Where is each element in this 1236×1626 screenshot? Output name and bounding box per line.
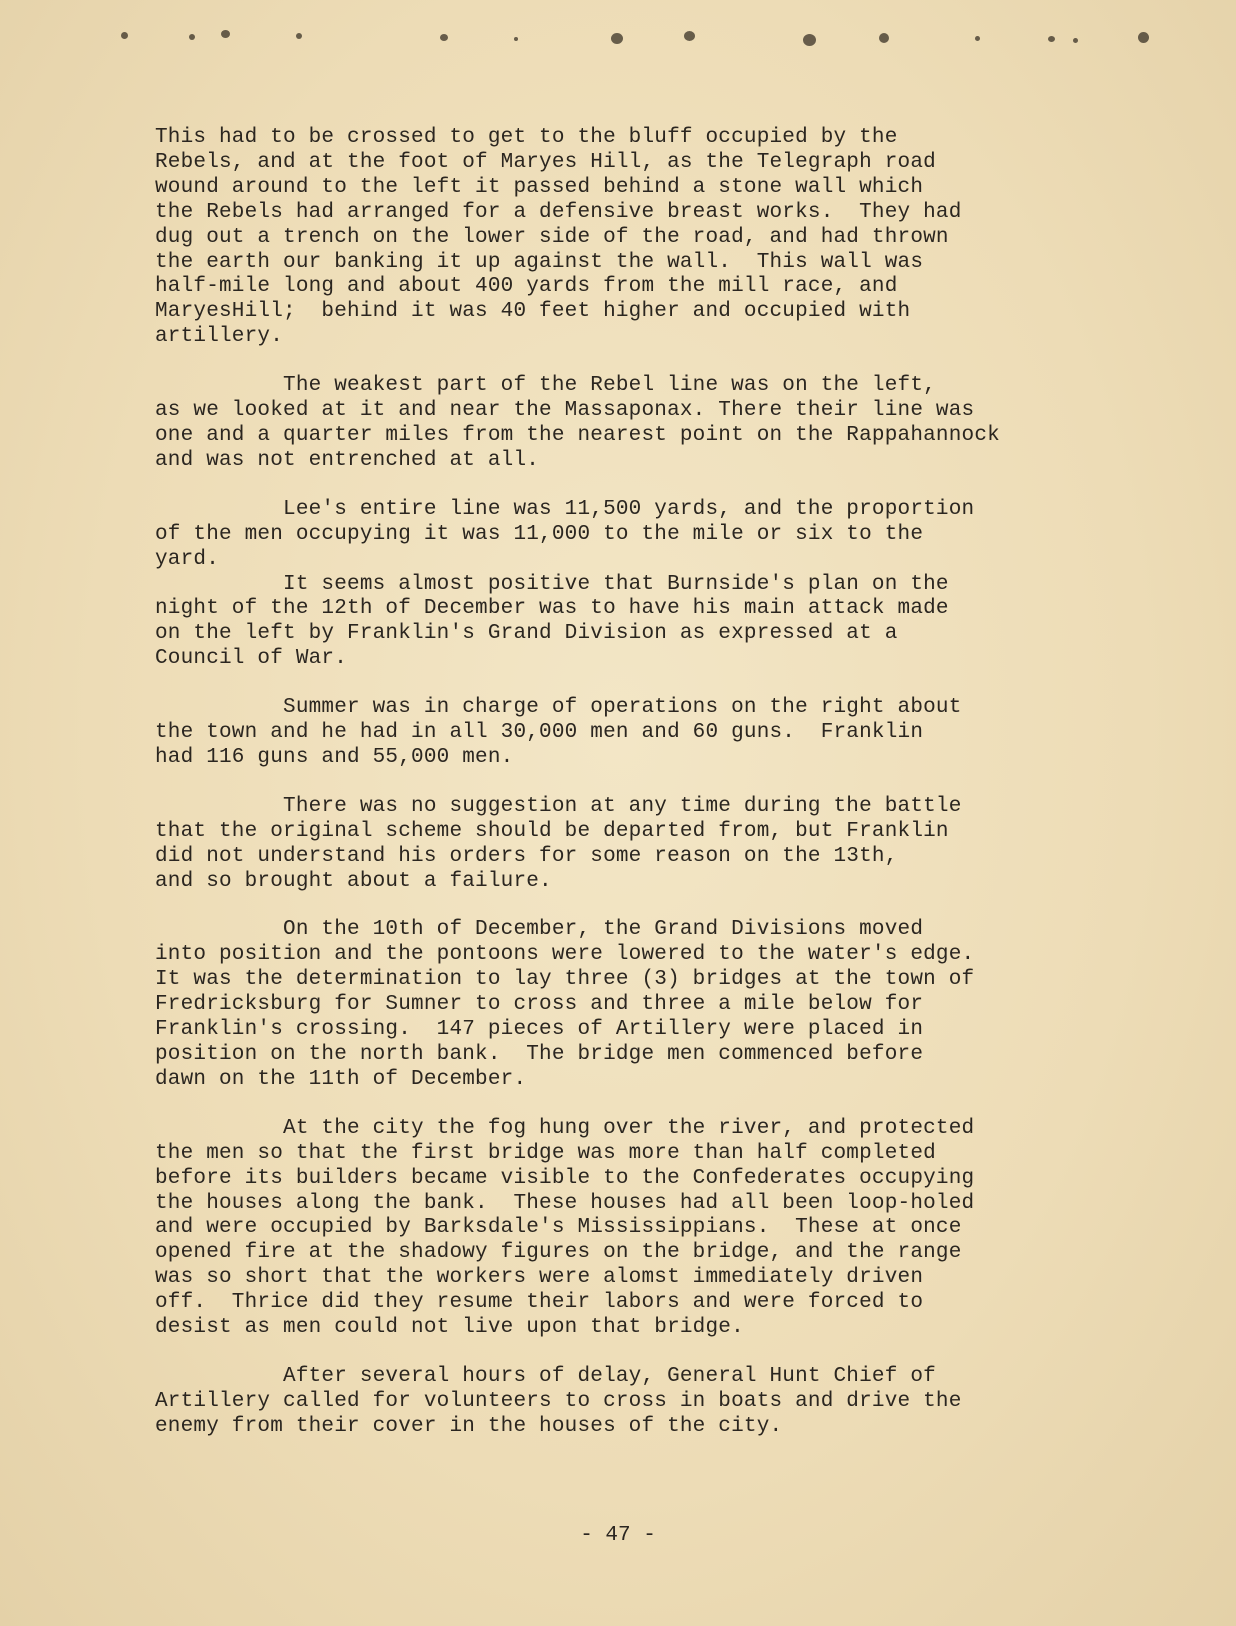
text-line: opened fire at the shadowy figures on the bridge, and the range	[155, 1241, 962, 1265]
paragraph	[155, 1117, 1155, 1341]
text-line: The weakest part of the Rebel line was on the left,	[155, 374, 936, 398]
text-line: wound around to the left it passed behind a stone wall which	[155, 175, 924, 199]
paragraph	[155, 1365, 1155, 1440]
text-line: Franklin's crossing. 147 pieces of Artillery were placed in	[155, 1018, 924, 1042]
text-line: artillery.	[155, 325, 284, 349]
paragraph	[155, 374, 1155, 474]
punch-hole-mark	[1138, 32, 1149, 43]
punch-hole-mark	[879, 33, 889, 43]
text-line: the houses along the bank. These houses had all been loop-holed	[155, 1191, 975, 1215]
text-line: Summer was in charge of operations on the right about	[155, 696, 962, 720]
text-line: and was not entrenched at all.	[155, 448, 540, 472]
paragraph	[155, 573, 1155, 673]
text-line: on the left by Franklin's Grand Division as expressed at a	[155, 622, 898, 646]
text-line: before its builders became visible to the Confederates occupying	[155, 1166, 975, 1190]
punch-hole-mark	[803, 34, 816, 46]
text-line: Council of War.	[155, 647, 348, 671]
paragraph	[155, 498, 1155, 573]
text-line: dug out a trench on the lower side of the road, and had thrown	[155, 225, 949, 249]
text-line: did not understand his orders for some reason on the 13th,	[155, 844, 898, 868]
paragraph	[155, 795, 1155, 895]
punch-hole-mark	[1073, 38, 1078, 43]
text-line: of the men occupying it was 11,000 to the mile or six to the	[155, 522, 924, 546]
typed-body-text	[155, 126, 1155, 1464]
text-line: the Rebels had arranged for a defensive breast works. They had	[155, 200, 962, 224]
punch-hole-mark	[121, 32, 128, 39]
text-line: At the city the fog hung over the river, and protected	[155, 1116, 975, 1140]
text-line: the men so that the first bridge was more than half completed	[155, 1141, 936, 1165]
punch-hole-mark	[975, 36, 980, 41]
punch-hole-mark	[514, 37, 518, 41]
punch-hole-mark	[684, 31, 695, 41]
paragraph	[155, 126, 1155, 350]
text-line: the town and he had in all 30,000 men and 60 guns. Franklin	[155, 721, 924, 745]
text-line: It seems almost positive that Burnside's plan on the	[155, 572, 949, 596]
punch-hole-mark	[189, 34, 195, 40]
text-line: half-mile long and about 400 yards from the mill race, and	[155, 275, 898, 299]
text-line: into position and the pontoons were lowered to the water's edge.	[155, 943, 975, 967]
text-line: night of the 12th of December was to have his main attack made	[155, 597, 949, 621]
text-line: that the original scheme should be departed from, but Franklin	[155, 819, 949, 843]
text-line: Artillery called for volunteers to cross in boats and drive the	[155, 1389, 962, 1413]
punch-hole-mark	[221, 30, 230, 38]
text-line: had 116 guns and 55,000 men.	[155, 745, 514, 769]
text-line: and were occupied by Barksdale's Mississippians. These at once	[155, 1216, 962, 1240]
text-line: It was the determination to lay three (3) bridges at the town of	[155, 968, 975, 992]
text-line: enemy from their cover in the houses of the city.	[155, 1414, 783, 1438]
punch-hole-mark	[611, 33, 623, 44]
text-line: dawn on the 11th of December.	[155, 1067, 527, 1091]
paragraph	[155, 918, 1155, 1092]
text-line: There was no suggestion at any time during the battle	[155, 794, 962, 818]
text-line: position on the north bank. The bridge men commenced before	[155, 1043, 924, 1066]
paragraph	[155, 696, 1155, 771]
text-line: and so brought about a failure.	[155, 869, 552, 893]
text-line: On the 10th of December, the Grand Divisions moved	[155, 918, 924, 942]
punch-hole-mark	[1048, 36, 1055, 42]
punch-hole-mark	[440, 34, 448, 41]
text-line: desist as men could not live upon that bridge.	[155, 1316, 744, 1340]
punch-hole-mark	[296, 33, 302, 39]
text-line: After several hours of delay, General Hunt Chief of	[155, 1364, 936, 1388]
text-line: yard.	[155, 547, 220, 571]
text-line: the earth our banking it up against the wall. This wall was	[155, 250, 924, 274]
text-line: Lee's entire line was 11,500 yards, and the proportion	[155, 497, 975, 521]
text-line: This had to be crossed to get to the bluff occupied by the	[155, 126, 898, 149]
text-line: MaryesHill; behind it was 40 feet higher and occupied with	[155, 300, 911, 324]
text-line: Rebels, and at the foot of Maryes Hill, as the Telegraph road	[155, 150, 936, 174]
text-line: off. Thrice did they resume their labors and were forced to	[155, 1291, 924, 1315]
text-line: as we looked at it and near the Massaponax. There their line was	[155, 399, 975, 423]
text-line: Fredricksburg for Sumner to cross and three a mile below for	[155, 993, 924, 1017]
text-line: one and a quarter miles from the nearest point on the Rappahannock	[155, 423, 1000, 447]
text-line: was so short that the workers were alomst immediately driven	[155, 1266, 924, 1290]
punch-holes	[0, 28, 1236, 58]
page-number: - 47 -	[580, 1524, 656, 1547]
